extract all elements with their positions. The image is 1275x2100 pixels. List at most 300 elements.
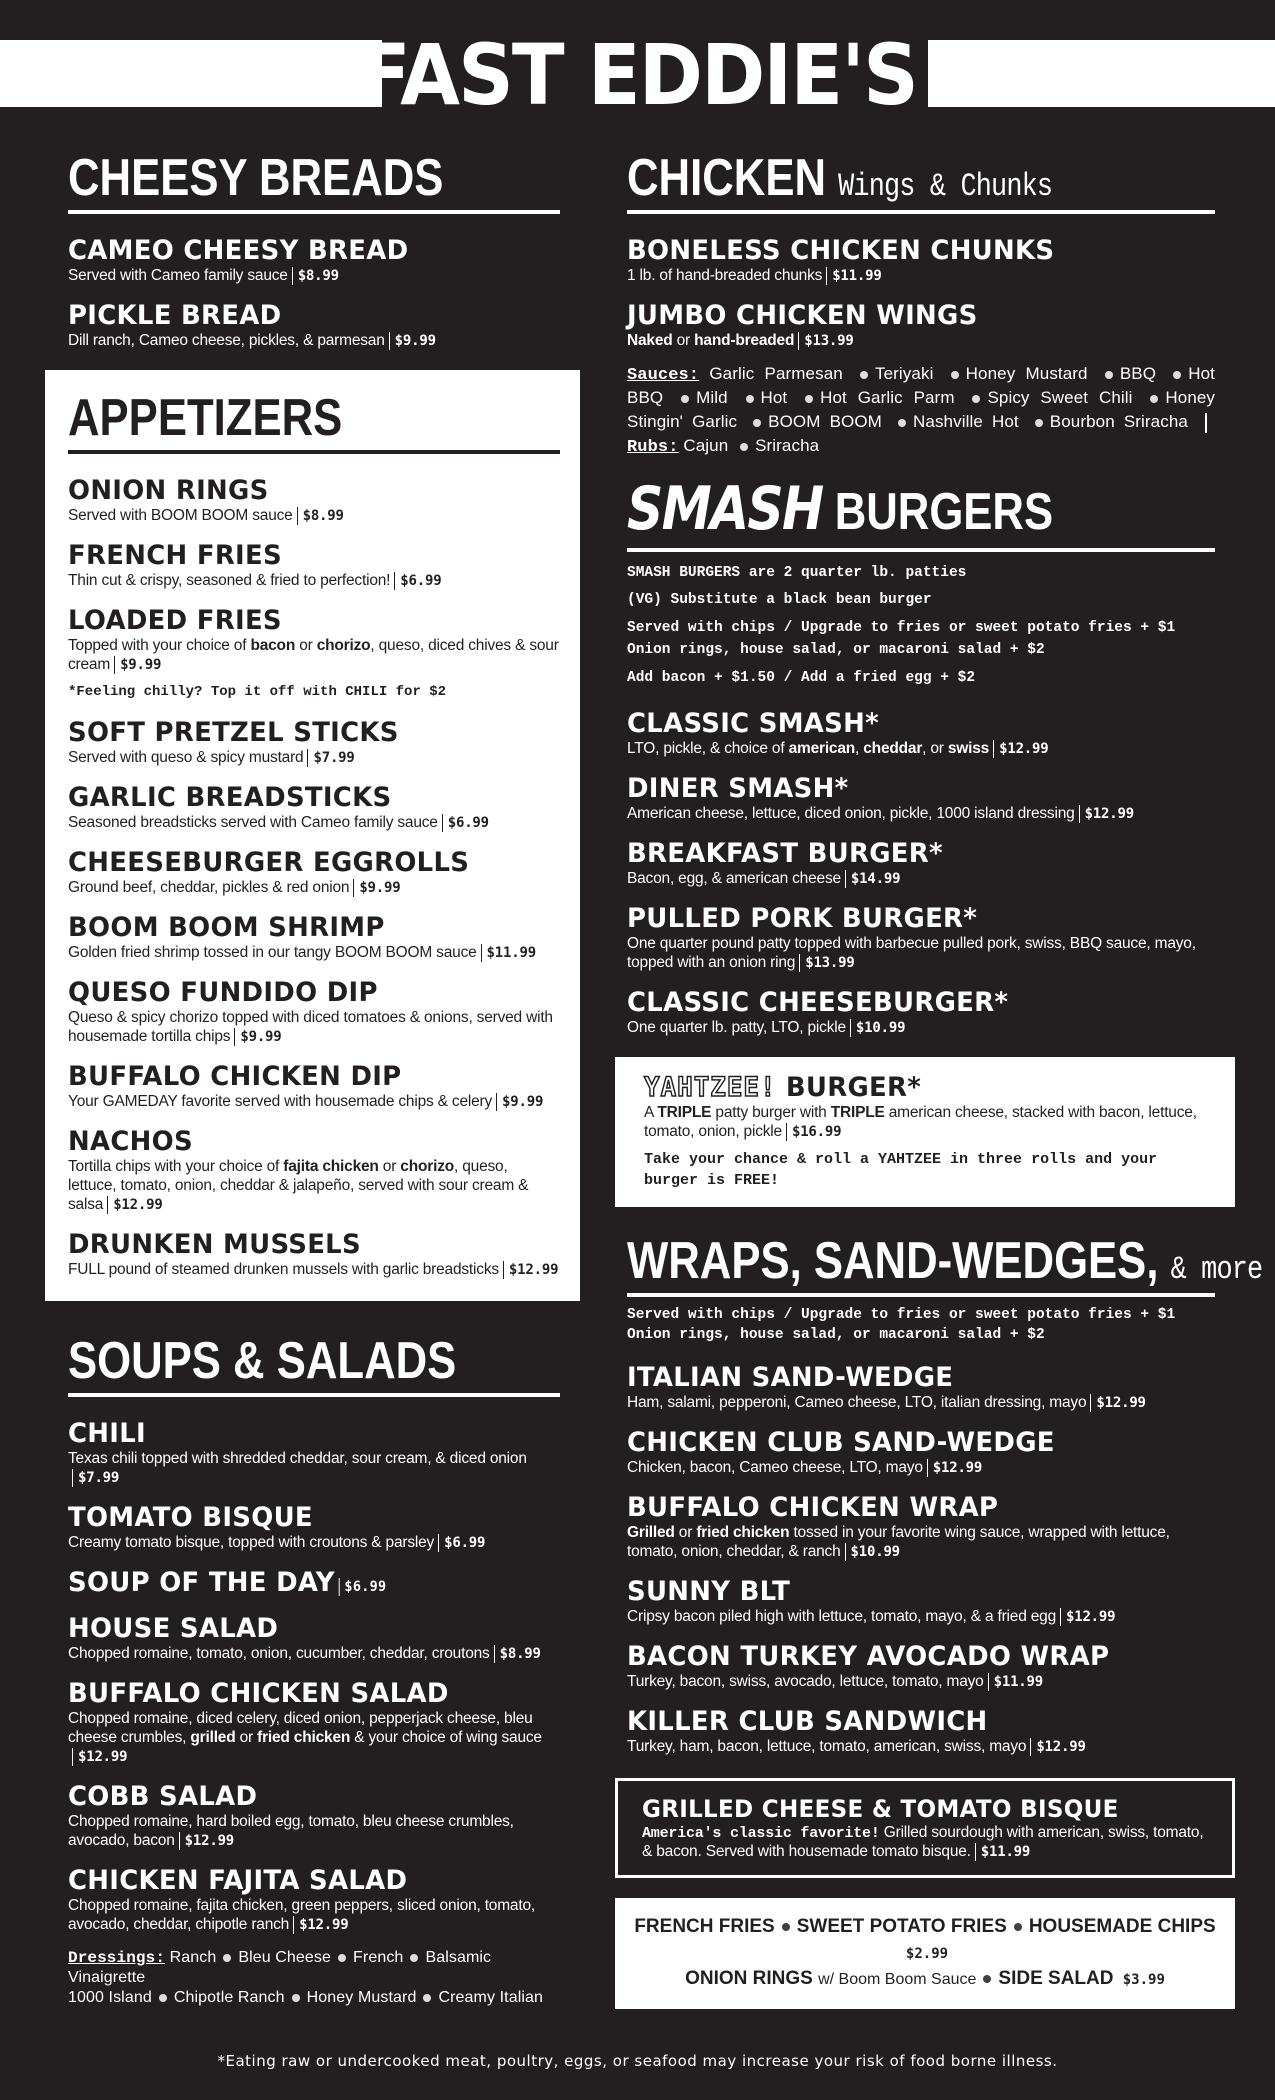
desc-segment: Turkey, ham, bacon, lettuce, tomato, american, swiss, mayo: [627, 1738, 1027, 1755]
item-price: $11.99: [481, 944, 536, 962]
item-description: [68, 1260, 560, 1279]
menu-item: [68, 848, 560, 897]
dressing-option: Creamy Italian: [438, 1989, 544, 2006]
menu-item: [627, 1363, 1215, 1412]
desc-segment: patty burger with: [711, 1104, 831, 1121]
dressing-option: French: [353, 1949, 404, 1966]
yahtzee-logo: YAHTZEE!: [644, 1072, 777, 1103]
sauces-label: Sauces:: [627, 366, 700, 385]
side-item: ONION RINGS: [685, 1968, 813, 1989]
desc-segment: hand-breaded: [694, 332, 795, 349]
section-appetizers: [45, 370, 580, 1301]
item-price: $12.99: [1079, 805, 1134, 823]
sauce-option: BBQ: [1119, 364, 1157, 383]
desc-segment: Topped with your choice of: [68, 637, 251, 654]
desc-segment: Your GAMEDAY favorite served with housemade chips & celery: [68, 1093, 493, 1110]
desc-segment: Served with BOOM BOOM sauce: [68, 507, 293, 524]
dressing-option: 1000 Island: [68, 1989, 152, 2006]
dressings-list: [68, 1948, 560, 2008]
item-description: [68, 1896, 560, 1934]
desc-segment: 1 lb. of hand-breaded chunks: [627, 267, 823, 284]
item-description: [68, 1092, 560, 1111]
info-line: Add bacon + $1.50 / Add a fried egg + $2: [627, 670, 976, 686]
item-description: [68, 1709, 560, 1766]
sauce-option: Mild: [696, 388, 728, 407]
desc-segment: tossed in your favorite wing sauce, wrapped with lettuce, tomato, onion, cheddar, & ranch: [627, 1524, 1170, 1560]
desc-segment: TRIPLE: [830, 1104, 885, 1121]
item-name: [627, 1642, 1191, 1672]
item-name: [627, 988, 1191, 1018]
item-price: $6.99: [339, 1578, 387, 1596]
desc-segment: bacon: [250, 637, 296, 654]
item-name: [68, 978, 540, 1008]
item-description: [627, 1737, 1215, 1756]
item-description: [68, 748, 560, 767]
item-name-text: NACHOS: [68, 1126, 193, 1157]
item-name-text: CHICKEN CLUB SAND-WEDGE: [627, 1427, 1055, 1458]
item-name-text: ITALIAN SAND-WEDGE: [627, 1362, 954, 1393]
sides-line-2: [625, 1966, 1225, 1993]
side-item: SWEET POTATO FRIES: [796, 1916, 1007, 1937]
menu-item: [627, 236, 1215, 285]
desc-segment: Texas chili topped with shredded cheddar, sour cream, & diced onion: [68, 1450, 527, 1467]
dressing-option: Chipotle Ranch: [173, 1989, 285, 2006]
item-name: [68, 541, 540, 571]
heading-main: WRAPS, SAND-WEDGES,: [627, 1232, 1159, 1290]
menu-item: [627, 1642, 1215, 1691]
item-name: [644, 1073, 1184, 1103]
item-name-text: FRENCH FRIES: [68, 540, 282, 571]
item-name-text: BOOM BOOM SHRIMP: [68, 912, 385, 943]
bullet-icon: [782, 1923, 790, 1931]
desc-segment: or: [235, 1729, 258, 1746]
left-column: [68, 150, 560, 2008]
desc-segment: american cheese, stacked with bacon, lettuce, tomato, onion, pickle: [644, 1104, 1197, 1140]
menu-item: [68, 1568, 560, 1598]
item-name-text: BUFFALO CHICKEN DIP: [68, 1061, 402, 1092]
info-line: Onion rings, house salad, or macaroni salad + $2: [627, 1327, 1045, 1343]
item-name: [627, 1493, 1191, 1523]
item-price: $8.99: [297, 507, 344, 525]
item-list: [68, 1419, 560, 1934]
sauce-option: Garlic Parmesan: [709, 364, 843, 383]
bullet-icon: [292, 1994, 300, 2002]
desc-segment: swiss: [947, 740, 990, 757]
item-name-text: CAMEO CHEESY BREAD: [68, 235, 409, 266]
item-name-text: KILLER CLUB SANDWICH: [627, 1706, 988, 1737]
item-name-text: DRUNKEN MUSSELS: [68, 1229, 361, 1260]
heading-main: BURGERS: [834, 483, 1054, 541]
bullet-icon: [753, 419, 761, 427]
sauce-option: Hot BBQ: [627, 364, 1215, 407]
item-description: [627, 934, 1215, 972]
menu-item: [68, 1614, 560, 1663]
dressing-option: Bleu Cheese: [238, 1949, 332, 1966]
desc-segment: or: [295, 637, 317, 654]
item-description: [627, 1672, 1215, 1691]
item-description: [68, 1157, 560, 1214]
item-name: [627, 1577, 1191, 1607]
side-price: $3.99: [1122, 1972, 1165, 1988]
side-item: FRENCH FRIES: [634, 1916, 775, 1937]
item-description: [627, 1523, 1215, 1561]
sauce-option: Honey Mustard: [965, 364, 1088, 383]
desc-segment: ,: [855, 740, 864, 757]
desc-segment: chorizo: [400, 1158, 455, 1175]
divider: [627, 1293, 1215, 1297]
item-price: $12.99: [179, 1832, 234, 1850]
divider: [1205, 413, 1207, 433]
menu-item: [68, 1419, 560, 1487]
item-description: [627, 331, 1215, 350]
item-price: $8.99: [292, 267, 339, 285]
desc-segment: A: [644, 1104, 658, 1121]
menu-item: [627, 839, 1215, 888]
bullet-icon: [1173, 371, 1181, 379]
item-name-text: BONELESS CHICKEN CHUNKS: [627, 235, 1055, 266]
item-description: [627, 804, 1215, 823]
item-description: [68, 331, 560, 350]
divider: [68, 1393, 560, 1397]
item-name: [627, 709, 1191, 739]
item-price: $16.99: [786, 1123, 841, 1141]
menu-item: [68, 1230, 560, 1279]
item-name-text: BUFFALO CHICKEN WRAP: [627, 1492, 999, 1523]
item-description: [68, 1449, 560, 1487]
item-name-text: SUNNY BLT: [627, 1576, 791, 1607]
info-line: SMASH BURGERS are 2 quarter lb. patties: [627, 565, 967, 581]
bullet-icon: [746, 395, 754, 403]
item-name: [627, 1428, 1191, 1458]
sauce-option: Nashville Hot: [913, 412, 1019, 431]
section-cheesy-breads: [68, 150, 560, 350]
menu-item: [627, 1577, 1215, 1626]
menu-item: [68, 978, 560, 1046]
bullet-icon: [860, 371, 868, 379]
divider: [627, 210, 1215, 214]
section-smash-burgers: [627, 474, 1215, 1037]
item-name-text: CLASSIC SMASH*: [627, 708, 879, 739]
menu-item: [68, 301, 560, 350]
bullet-icon: [740, 443, 748, 451]
bullet-icon: [805, 395, 813, 403]
item-name-text: PICKLE BREAD: [68, 300, 282, 331]
menu-item: [627, 1428, 1215, 1477]
desc-segment: fried chicken: [257, 1729, 351, 1746]
item-price: $9.99: [234, 1028, 281, 1046]
desc-segment: & your choice of wing sauce: [350, 1729, 542, 1746]
item-name: [68, 848, 540, 878]
menu-item: [627, 1707, 1215, 1756]
desc-segment: fried chicken: [696, 1524, 790, 1541]
desc-segment: Ground beef, cheddar, pickles & red onion: [68, 879, 350, 896]
bullet-icon: [410, 1954, 418, 1962]
sides-line-1: [625, 1914, 1225, 1966]
item-name: [68, 301, 540, 331]
item-name-text: QUESO FUNDIDO DIP: [68, 977, 378, 1008]
item-price: $9.99: [114, 656, 161, 674]
desc-segment: Chopped romaine, hard boiled egg, tomato, bleu cheese crumbles, avocado, bacon: [68, 1813, 514, 1849]
item-name: GRILLED CHEESE & TOMATO BISQUE: [642, 1795, 1119, 1823]
desc-segment: Naked: [627, 332, 673, 349]
item-list: [68, 476, 560, 1279]
desc-segment: Thin cut & crispy, seasoned & fried to perfection!: [68, 572, 391, 589]
menu-item: [627, 1493, 1215, 1561]
desc-segment: grilled: [190, 1729, 236, 1746]
desc-segment: Served with queso & spicy mustard: [68, 749, 304, 766]
desc-segment: Chopped romaine, fajita chicken, green peppers, sliced onion, tomato, avocado, cheddar, chipotle ranch: [68, 1897, 535, 1933]
menu-item: [68, 476, 560, 525]
item-name: [627, 774, 1191, 804]
bullet-icon: [681, 395, 689, 403]
item-name: [68, 1062, 540, 1092]
item-price: $12.99: [503, 1261, 558, 1279]
item-price: $12.99: [72, 1748, 127, 1766]
menu-item: [627, 301, 1215, 350]
item-name-text: PULLED PORK BURGER*: [627, 903, 978, 934]
item-name-text: BUFFALO CHICKEN SALAD: [68, 1678, 449, 1709]
item-name: [68, 718, 540, 748]
desc-segment: Turkey, bacon, swiss, avocado, lettuce, tomato, mayo: [627, 1673, 984, 1690]
item-name: [627, 301, 1191, 331]
side-item: HOUSEMADE CHIPS: [1028, 1916, 1216, 1937]
menu-item: [68, 1782, 560, 1850]
desc-segment: Ham, salami, pepperoni, Cameo cheese, LTO, italian dressing, mayo: [627, 1394, 1087, 1411]
heading-main: CHICKEN: [627, 149, 827, 207]
item-description: [68, 943, 560, 962]
item-name-text: SOUP OF THE DAY: [68, 1567, 335, 1598]
item-list: [627, 1363, 1215, 1756]
dressing-option: Balsamic Vinaigrette: [68, 1949, 492, 1986]
section-heading: SOUPS & SALADS: [68, 1332, 457, 1390]
grilled-cheese-box: [615, 1778, 1235, 1878]
desc-segment: , queso, lettuce, tomato, onion, cheddar & jalapeño, served with sour cream & salsa: [68, 1158, 529, 1213]
item-list: [627, 236, 1215, 350]
bullet-icon: [1150, 395, 1158, 403]
bullet-icon: [1105, 371, 1113, 379]
item-price: $6.99: [438, 1534, 485, 1552]
item-list: [627, 709, 1215, 1037]
item-price: $12.99: [993, 740, 1048, 758]
section-heading: APPETIZERS: [68, 389, 343, 447]
side-note: w/ Boom Boom Sauce: [818, 1971, 977, 1988]
item-name: [68, 913, 540, 943]
divider: [627, 548, 1215, 552]
item-price: $12.99: [927, 1459, 982, 1477]
item-description: [68, 636, 560, 674]
item-name-text: SOFT PRETZEL STICKS: [68, 717, 399, 748]
dressings-label: Dressings:: [68, 1949, 166, 1967]
desc-segment: Grilled: [627, 1524, 675, 1541]
heading-sub: Wings & Chunks: [838, 168, 1053, 205]
desc-segment: American cheese, lettuce, diced onion, pickle, 1000 island dressing: [627, 805, 1075, 822]
item-name: [68, 1614, 540, 1644]
item-description: [627, 1458, 1215, 1477]
item-name-text: CHEESEBURGER EGGROLLS: [68, 847, 470, 878]
item-description: [68, 1008, 560, 1046]
desc-segment: FULL pound of steamed drunken mussels with garlic breadsticks: [68, 1261, 499, 1278]
item-price: $7.99: [307, 749, 354, 767]
desc-segment: Cripsy bacon piled high with lettuce, tomato, mayo, & a fried egg: [627, 1608, 1056, 1625]
desc-segment: Queso & spicy chorizo topped with diced tomatoes & onions, served with housemade tortilla chips: [68, 1009, 553, 1045]
item-name: [68, 1568, 540, 1598]
item-price: $9.99: [389, 332, 436, 350]
menu-item: [68, 1679, 560, 1766]
item-description: [627, 739, 1215, 758]
item-name-text: ONION RINGS: [68, 475, 269, 506]
side-item: SIDE SALAD: [998, 1968, 1114, 1989]
right-column: [627, 149, 1263, 2009]
desc-segment: american: [788, 740, 856, 757]
item-name: [627, 236, 1191, 266]
menu-item: [68, 236, 560, 285]
item-desc-text: Grilled sourdough with american, swiss, tomato, & bacon. Served with housemade tomato bisque.: [642, 1824, 1204, 1860]
section-heading: CHEESY BREADS: [68, 149, 444, 207]
desc-segment: chorizo: [316, 637, 371, 654]
item-description: [644, 1103, 1206, 1141]
item-price: $8.99: [494, 1645, 541, 1663]
restaurant-title: FAST EDDIE'S: [358, 26, 917, 124]
sauce-option: Honey Stingin' Garlic: [627, 388, 1216, 431]
bullet-icon: [1035, 419, 1043, 427]
desc-segment: TRIPLE: [657, 1104, 712, 1121]
item-price: $11.99: [975, 1843, 1030, 1861]
item-name: [627, 904, 1191, 934]
menu-item: [68, 718, 560, 767]
item-description: [68, 506, 560, 525]
item-name: [68, 606, 540, 636]
item-description: [627, 1393, 1215, 1412]
yahtzee-burger-box: [615, 1057, 1235, 1207]
item-name-text: TOMATO BISQUE: [68, 1502, 313, 1533]
desc-segment: One quarter lb. patty, LTO, pickle: [627, 1019, 846, 1036]
item-description: [68, 878, 560, 897]
item-description: [68, 266, 560, 285]
item-name: [627, 1707, 1191, 1737]
desc-segment: Dill ranch, Cameo cheese, pickles, & parmesan: [68, 332, 385, 349]
sauce-option: Bourbon Sriracha: [1049, 412, 1188, 431]
item-name: [68, 783, 540, 813]
desc-segment: or: [378, 1158, 401, 1175]
item-price: $7.99: [72, 1469, 119, 1487]
item-name: [68, 1679, 540, 1709]
bullet-icon: [898, 419, 906, 427]
wraps-info: [627, 1305, 1215, 1345]
item-price: $6.99: [442, 814, 489, 832]
bullet-icon: [423, 1994, 431, 2002]
bullet-icon: [983, 1975, 991, 1983]
sides-box: [615, 1898, 1235, 2009]
yahtzee-note: Take your chance & roll a YAHTZEE in three rolls and your burger is FREE!: [644, 1151, 1158, 1189]
bullet-icon: [972, 395, 980, 403]
heading-script: SMASH: [627, 474, 823, 544]
item-price: $10.99: [850, 1019, 905, 1037]
desc-segment: or: [672, 332, 695, 349]
side-price: $2.99: [905, 1946, 949, 1962]
item-description: [627, 869, 1215, 888]
section-soups-salads: [68, 1333, 560, 2008]
menu-item: [68, 783, 560, 832]
sauce-option: Hot: [760, 388, 788, 407]
item-price: $6.99: [394, 572, 441, 590]
info-line: Served with chips / Upgrade to fries or sweet potato fries + $1: [627, 620, 1176, 636]
rub-option: Sriracha: [755, 436, 820, 455]
item-name-text: GARLIC BREADSTICKS: [68, 782, 392, 813]
menu-item: [68, 606, 560, 702]
item-name: [68, 1230, 540, 1260]
section-chicken: [627, 150, 1215, 458]
desc-segment: Bacon, egg, & american cheese: [627, 870, 841, 887]
bullet-icon: [1014, 1923, 1022, 1931]
item-name: [68, 476, 540, 506]
rub-option: Cajun: [683, 436, 729, 455]
desc-segment: One quarter pound patty topped with barbecue pulled pork, swiss, BBQ sauce, mayo, topped with an onion ring: [627, 935, 1196, 971]
item-name: [68, 1127, 540, 1157]
desc-segment: cheddar: [863, 740, 923, 757]
menu-item: [68, 913, 560, 962]
desc-segment: Golden fried shrimp tossed in our tangy BOOM BOOM sauce: [68, 944, 477, 961]
menu-item: [627, 774, 1215, 823]
item-price: $10.99: [845, 1543, 900, 1561]
item-lead: America's classic favorite!: [642, 1825, 880, 1842]
info-line: Onion rings, house salad, or macaroni salad + $2: [627, 642, 1045, 658]
footer-disclaimer: *Eating raw or undercooked meat, poultry, eggs, or seafood may increase your risk of food borne illness.: [217, 2052, 1058, 2070]
desc-segment: Creamy tomato bisque, topped with croutons & parsley: [68, 1534, 435, 1551]
item-name-text: COBB SALAD: [68, 1781, 258, 1812]
item-name-text: BREAKFAST BURGER*: [627, 838, 943, 869]
item-name: [627, 839, 1191, 869]
item-name: [68, 1503, 540, 1533]
desc-segment: LTO, pickle, & choice of: [627, 740, 789, 757]
item-price: $12.99: [107, 1196, 162, 1214]
sauce-option: Spicy Sweet Chili: [987, 388, 1133, 407]
sauce-option: BOOM BOOM: [768, 412, 882, 431]
bullet-icon: [338, 1954, 346, 1962]
item-description: [68, 813, 560, 832]
item-name-text: JUMBO CHICKEN WINGS: [627, 300, 978, 331]
item-name-text: CHICKEN FAJITA SALAD: [68, 1865, 408, 1896]
desc-segment: Chicken, bacon, Cameo cheese, LTO, mayo: [627, 1459, 923, 1476]
dressing-option: Honey Mustard: [306, 1989, 417, 2006]
item-price: $12.99: [1060, 1608, 1115, 1626]
menu-item: [627, 709, 1215, 758]
item-price: $9.99: [353, 879, 400, 897]
info-line: (VG) Substitute a black bean burger: [627, 592, 932, 608]
sauce-option: Teriyaki: [875, 364, 934, 383]
info-line: Served with chips / Upgrade to fries or sweet potato fries + $1: [627, 1307, 1176, 1323]
sauce-option: Hot Garlic Parm: [820, 388, 955, 407]
item-price: $11.99: [988, 1673, 1043, 1691]
menu-item: [627, 988, 1215, 1037]
item-price: $12.99: [293, 1916, 348, 1934]
item-description: [627, 1607, 1215, 1626]
section-wraps: [627, 1232, 1263, 1756]
item-price: $9.99: [496, 1093, 543, 1111]
desc-segment: , queso, diced chives & sour cream: [68, 637, 559, 673]
item-name: [627, 1363, 1191, 1393]
menu-item: [68, 1866, 560, 1934]
desc-segment: Chopped romaine, tomato, onion, cucumber, cheddar, croutons: [68, 1645, 490, 1662]
item-list: [68, 236, 560, 350]
menu-item: [68, 541, 560, 590]
item-name-text: DINER SMASH*: [627, 773, 849, 804]
item-description: [68, 1533, 560, 1552]
item-price: $11.99: [826, 267, 881, 285]
item-description: [68, 1812, 560, 1850]
desc-segment: Tortilla chips with your choice of: [68, 1158, 284, 1175]
section-heading: [627, 1233, 1262, 1289]
item-price: $13.99: [799, 954, 854, 972]
